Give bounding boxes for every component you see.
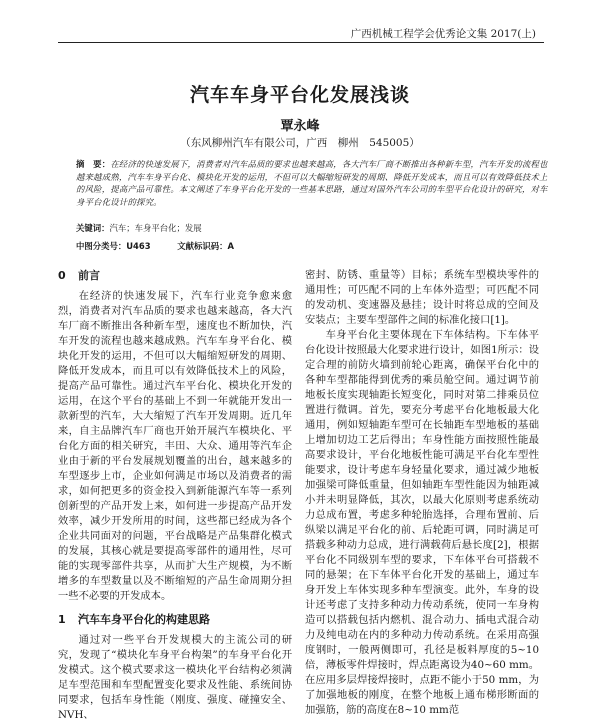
section-number: 0 <box>58 269 66 282</box>
keywords <box>76 222 550 234</box>
intro-paragraph: 在经济的快速发展下，汽车行业竞争愈来愈烈，消费者对汽车品质的要求也越来越高，各大汽车厂商不断推出各种新车型，速度也不断加快，汽车开发的流程也越来越成熟。汽车车身平台化、模块化开发的运用，不但可以大幅缩短研发的周期、降低开发成本，而且可以有效降低技术上的风险，提高产品可靠性。通过汽车平台化、模块化开发的运用，在这个平台的基础上不到一年就能开发出一款新型的汽车，大大缩短了汽车开发周期。近几年来，自主品牌汽车厂商也开始开展汽车模块化、平台化方面的相关研究，丰田、大众、通用等汽车企业由于新的平台发展规划覆盖的出台，越来越多的车型逐步上市，企业如何满足市场以及消费者的需求，如何把更多的资金投入到新能源汽车等一系列创新型的产品开发上来，如何进一步提高产品开发效率，减少开发所用的时间，这些都已经成为各个企业共同面对的问题，平台战略是产品集群化模式的发展，其核心就是要提高零部件的通用性，尽可能的实现零部件共享，从而扩大生产规模，为不断增多的车型数量以及不断缩短的产品生命周期分担一些不必要的开发成本。 <box>58 290 292 602</box>
abstract <box>76 158 550 208</box>
section-heading-intro <box>58 268 292 283</box>
left-column <box>58 268 292 723</box>
abstract-label: 摘 要： <box>76 159 111 169</box>
keywords-label: 关键词： <box>76 223 110 233</box>
body-paragraph: 车身平台化主要体现在下车体结构。下车体平台化设计按照最大化要求进行设计，如图1所示：设定合理的前防火墙到前轮心距离，确保平台化中的各种车型都能得到优秀的乘员舱空间。通过调节前地板长度实现轴距长短变化，同时对第二排乘员位置进行微调。首先，要充分考虑平台化地板最大化通用，例如短轴距车型可在长轴距车型地板的基础上增加切边工艺后得出；车身性能方面按照性能最高要求设计，平台化地板性能可满足平台化车型性能要求，设计考虑车身轻量化要求，通过减少地板加强梁可降低重量，但如轴距车型性能因为轴距减小并未明显降低，其次，以最大化原则考虑系统动力总成布置，考虑多种轮胎选择，合理布置前、后纵梁以满足平台化的前、后轮距可调，同时满足可搭载多种动力总成，进行满载荷后悬长度[2]，根据平台化不同级别车型的要求，下车体平台可搭载不同的悬架；在下车体平台化开发的基础上，通过车身开发上车体实现多种车型演变。此外，车身的设计还考虑了支持多种动力传动系统，使同一车身构造可以搭载包括内燃机、混合动力、插电式混合动力及纯电动在内的多种动力传动系统。在采用高强度钢时，一般两侧即可，孔径是板料厚度的5~10倍，薄板零件焊接时，焊点距离设为40~60 mm。在应用多层焊接焊接时，点距不能小于50 mm，为了加强地板的刚度，在整个地板上通布梯形断面的加强筋，筋的高度在8~10 mm范 <box>305 329 539 716</box>
platform-paragraph: 通过对一些平台开发规模大的主流公司的研究，发现了“模块化车身平台构架”的车身平台化开发模式。这个模式要求这一模块化平台结构必须满足车型范围和车型配置变化要求及性能、系统间协同要求，包括车身性能（刚度、强度、碰撞安全、NVH、 <box>58 634 292 721</box>
right-column <box>305 268 539 718</box>
section-title: 前言 <box>78 269 100 282</box>
author-name: 覃永峰 <box>280 119 320 134</box>
paper-title: 汽车车身平台化发展浅谈 <box>189 84 410 106</box>
abstract-text: 在经济的快速发展下，消费者对汽车品质的要求也越来越高，各大汽车厂商不断推出各种新车型，汽车开发的流程也越来越成熟，汽车车身平台化、模块化开发的运用，不但可以大幅缩短研发的周期、降低开发成本，而且可以有效降低技术上的风险，提高产品可靠性。本文阐述了车身平台化开发的一些基本思路，通过对国外汽车公司的车型平台化设计的研究，对车身平台化设计的探究。 <box>76 159 548 207</box>
clc-number: 中图分类号：U463 <box>76 241 151 251</box>
document-code: 文献标识码：A <box>177 241 234 251</box>
classification-meta <box>76 240 550 252</box>
running-header: 广西机械工程学会优秀论文集 2017(上) <box>350 28 536 40</box>
section-title: 汽车车身平台化的构建思路 <box>78 613 210 626</box>
section-number: 1 <box>58 613 66 626</box>
keywords-text: 汽车；车身平台化；发展 <box>109 223 202 233</box>
header-rule <box>58 42 544 43</box>
continued-paragraph: 密封、防锈、重量等）目标；系统车型模块零件的通用性；可匹配不同的上车体外造型；可匹配不同的发动机、变速器及悬挂；设计时将总成的空间及安装点；主要车型部件之间的标准化接口[1]。 <box>305 269 539 326</box>
author-affiliation: （东风柳州汽车有限公司，广西 柳州 545005） <box>180 137 420 149</box>
section-heading-platform <box>58 612 292 627</box>
